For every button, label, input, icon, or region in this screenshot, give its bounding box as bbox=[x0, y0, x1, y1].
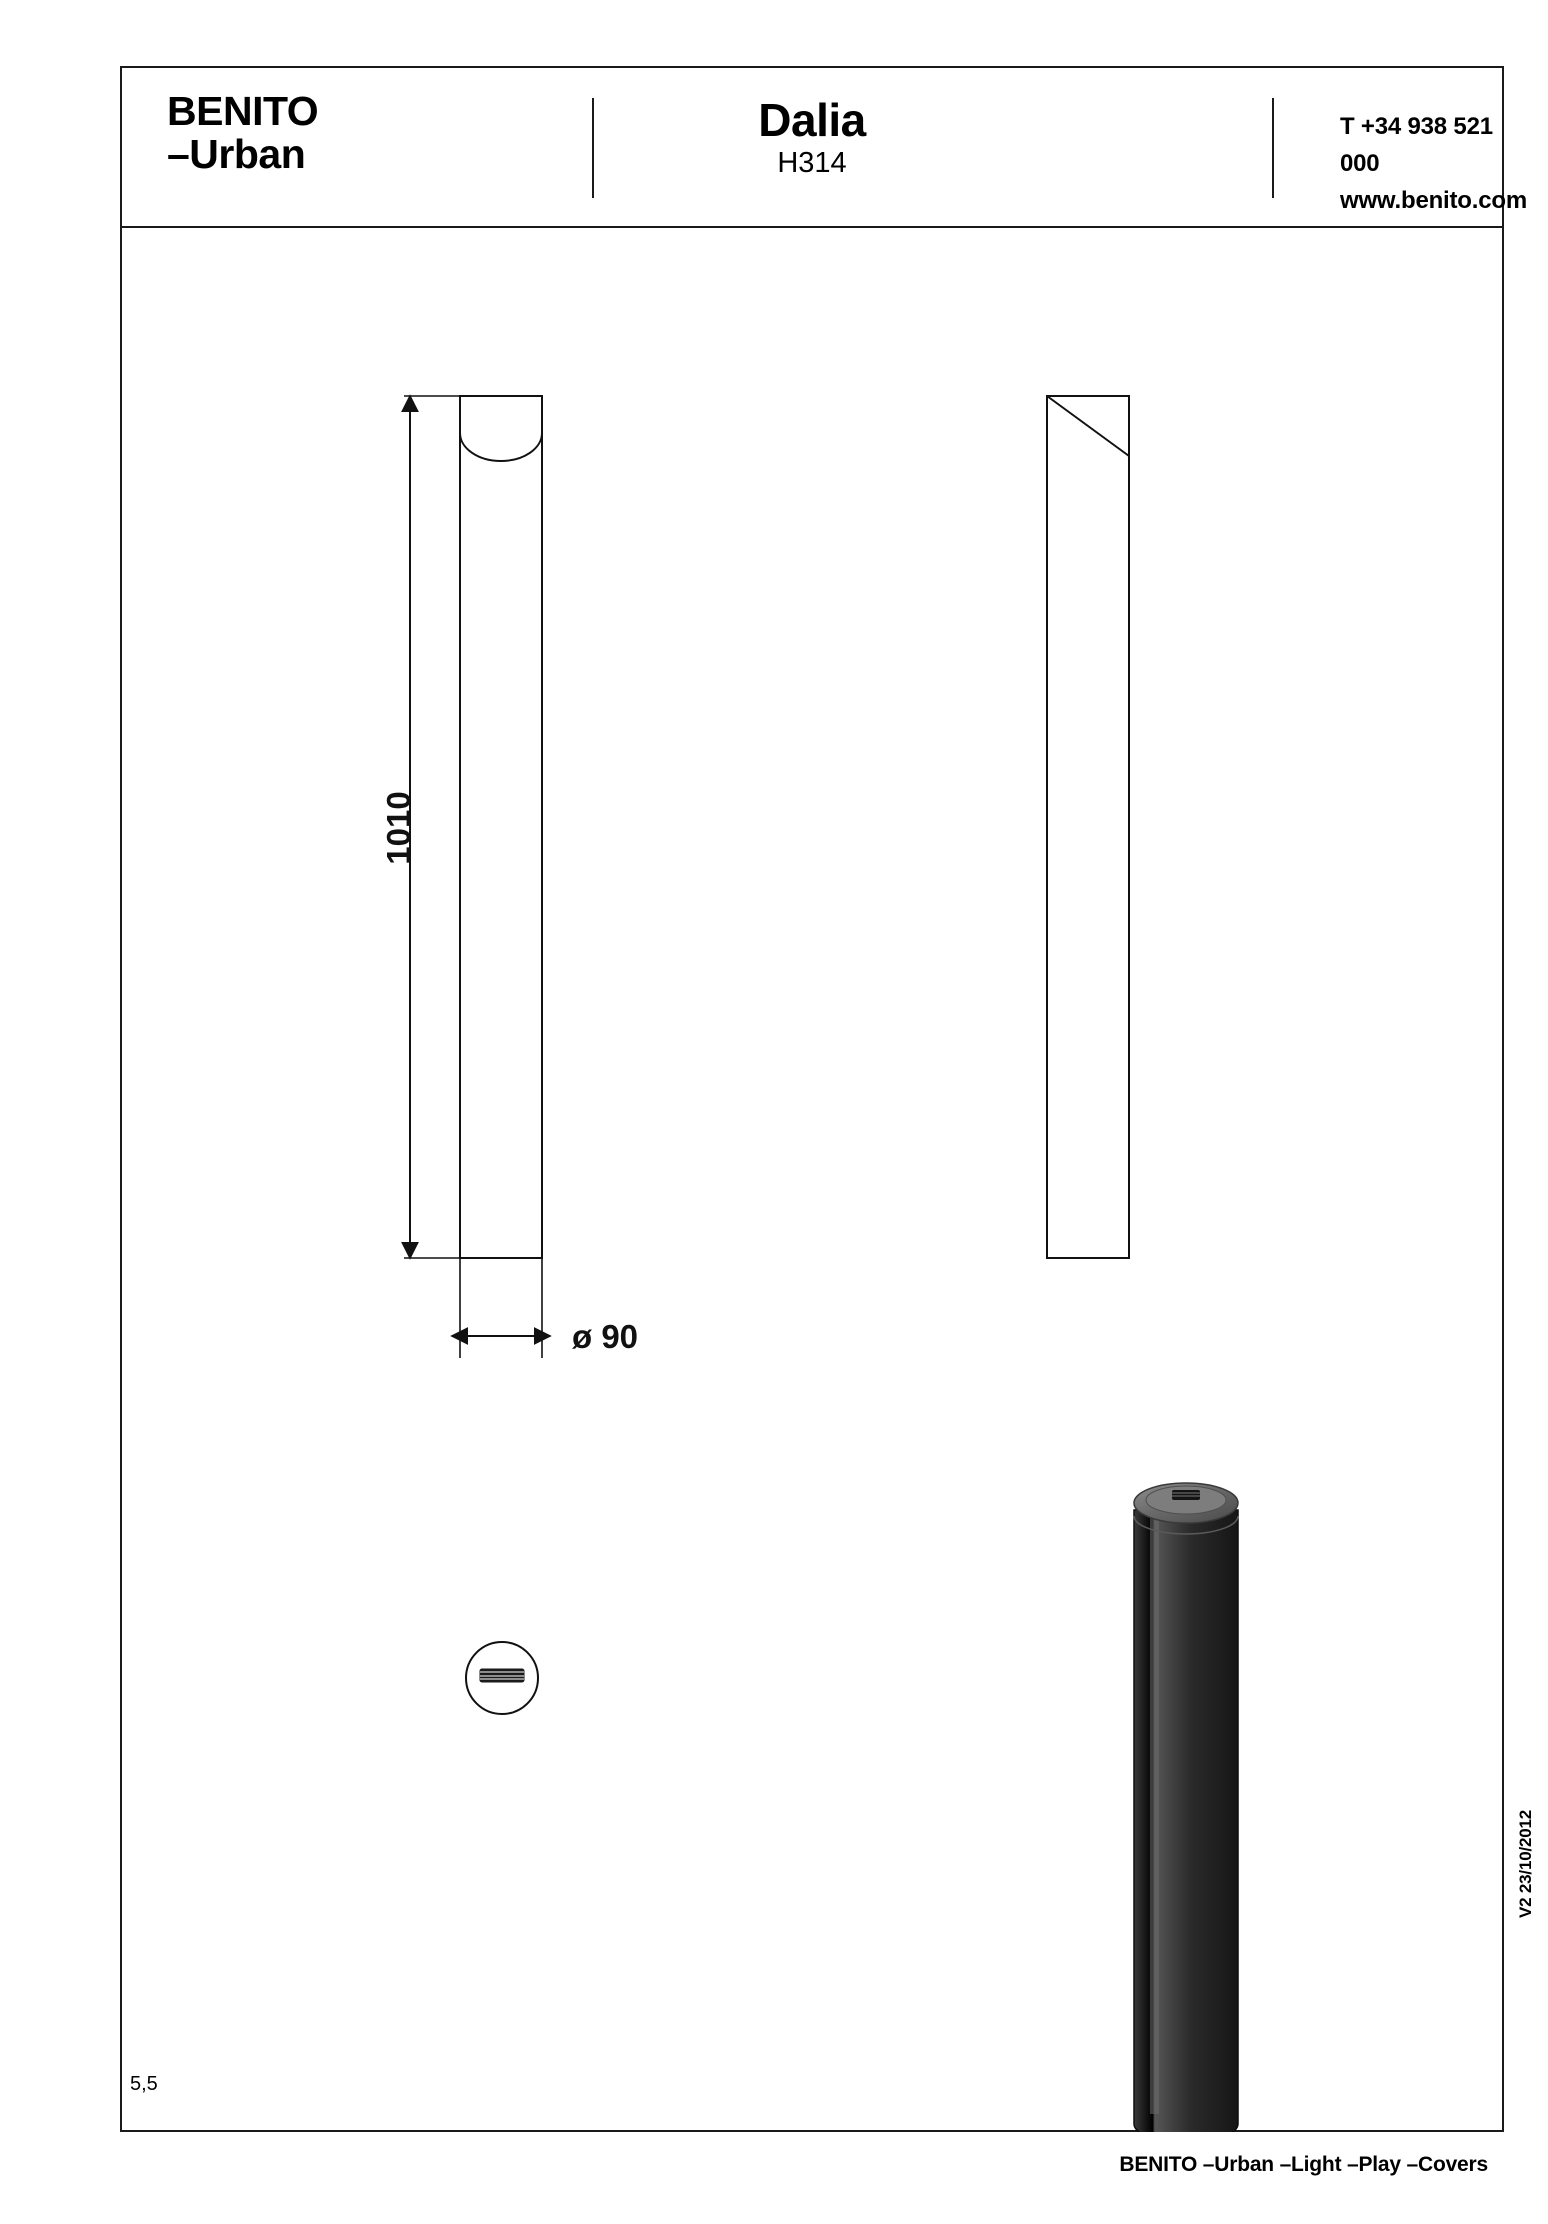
drawing-area bbox=[122, 228, 1502, 2132]
product-title bbox=[122, 96, 1502, 181]
product-3d-render bbox=[1134, 1483, 1238, 2132]
contact-website: www.benito.com bbox=[1340, 187, 1527, 215]
dimension-height bbox=[380, 396, 467, 1258]
dimension-diameter bbox=[452, 1258, 638, 1358]
title-block-divider-right bbox=[1272, 98, 1274, 198]
contact-phone: T +34 938 521 000 bbox=[1340, 113, 1493, 178]
brand-name-line1: BENITO bbox=[167, 88, 319, 134]
scale-note: 5,5 bbox=[130, 2073, 158, 2095]
dimension-diameter-label: ø 90 bbox=[572, 1318, 639, 1355]
version-label: V2 23/10/2012 bbox=[1516, 1810, 1535, 1918]
front-elevation-view bbox=[460, 396, 542, 1258]
brand-name-line2: –Urban bbox=[167, 131, 306, 178]
side-elevation-view bbox=[1047, 396, 1129, 1258]
technical-drawing-svg bbox=[122, 228, 1502, 2132]
contact-info bbox=[1340, 108, 1527, 220]
dimension-height-label: 1010 bbox=[380, 791, 417, 865]
footer-breadcrumb: BENITO –Urban –Light –Play –Covers bbox=[1119, 2153, 1488, 2176]
title-block bbox=[122, 68, 1527, 228]
top-view bbox=[466, 1642, 538, 1714]
product-name: Dalia bbox=[758, 94, 866, 146]
product-code: H314 bbox=[777, 147, 847, 180]
